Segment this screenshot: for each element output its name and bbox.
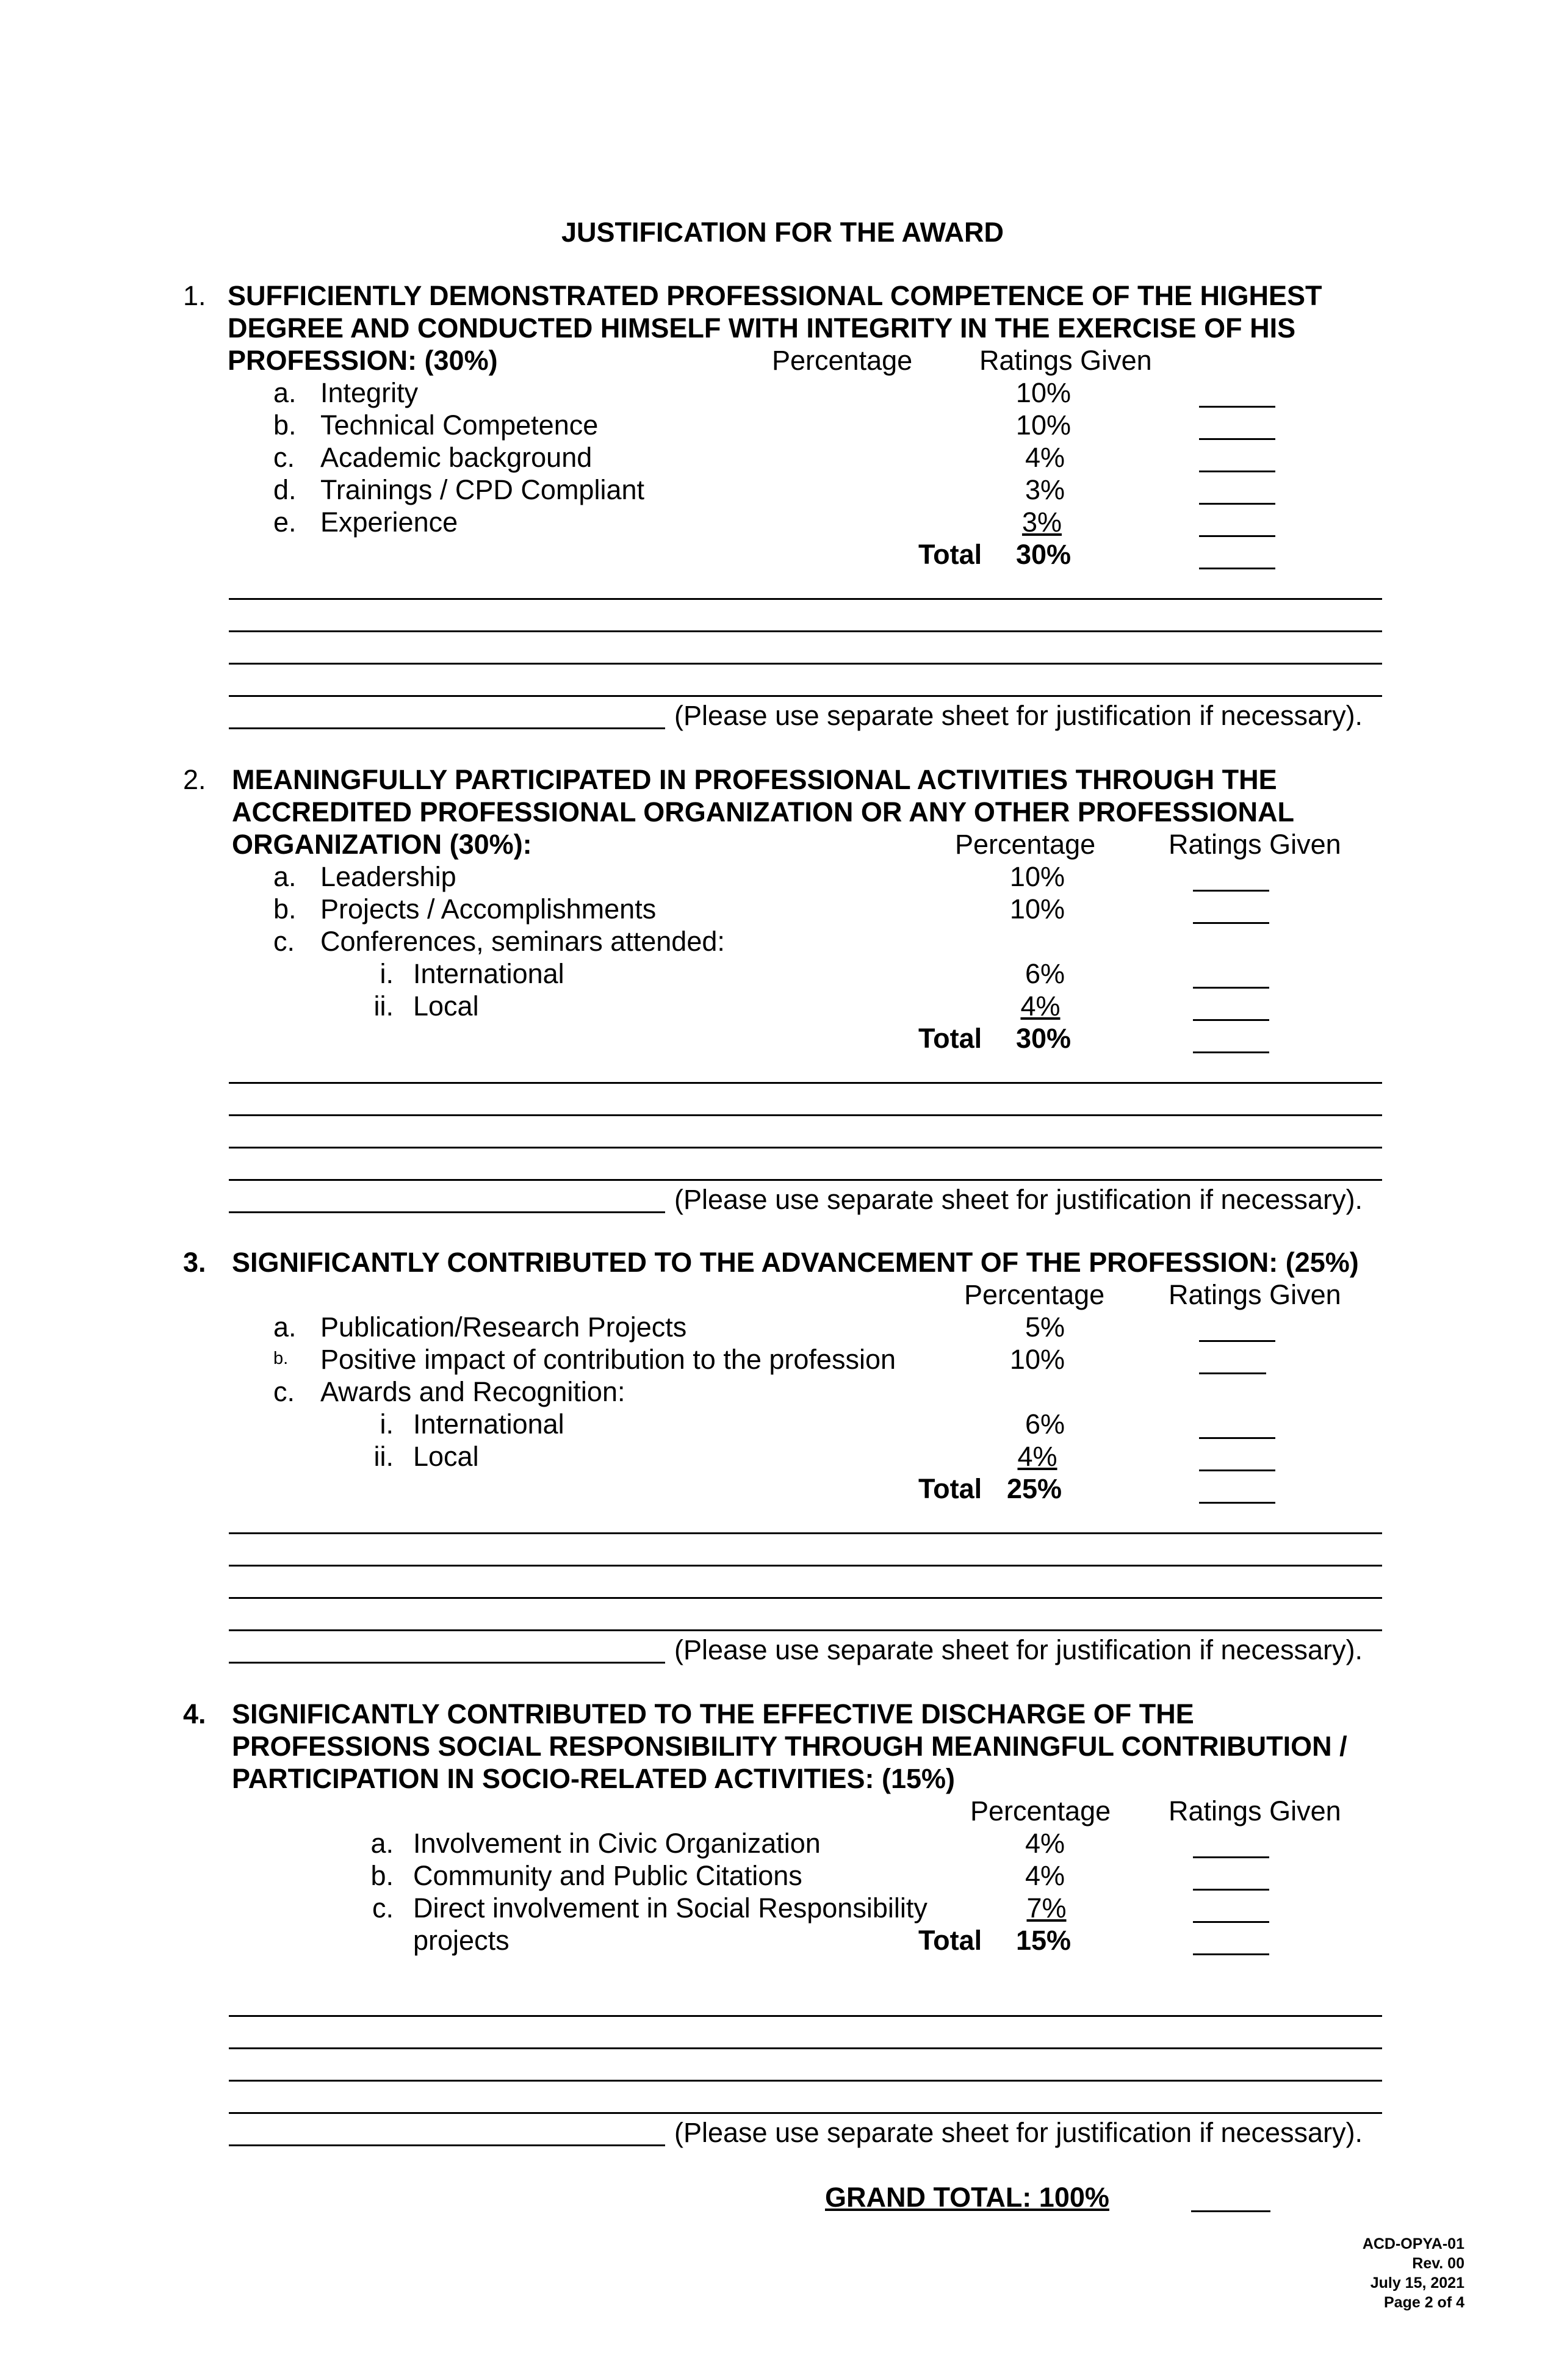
justification-line-short[interactable] bbox=[229, 1662, 665, 1664]
item-text: Trainings / CPD Compliant bbox=[320, 474, 645, 505]
item-percentage: 6% bbox=[1025, 1408, 1065, 1440]
percentage-header: Percentage bbox=[955, 829, 1096, 860]
section-number: 3. bbox=[183, 1247, 206, 1278]
item-label: c. bbox=[273, 1376, 295, 1407]
total-label: Total bbox=[918, 1925, 982, 1956]
item-text: Conferences, seminars attended: bbox=[320, 926, 725, 957]
justification-line-short[interactable] bbox=[229, 2144, 665, 2146]
section-heading-line: ACCREDITED PROFESSIONAL ORGANIZATION OR ANY OTHER PROFESSIONAL bbox=[232, 796, 1294, 828]
total-rating-blank[interactable] bbox=[1193, 1051, 1269, 1053]
justification-line[interactable] bbox=[229, 1565, 1382, 1567]
item-text: Experience bbox=[320, 507, 458, 538]
item-percentage: 10% bbox=[1015, 409, 1071, 441]
section-heading-line: SIGNIFICANTLY CONTRIBUTED TO THE EFFECTIVE DISCHARGE OF THE bbox=[232, 1698, 1194, 1729]
rating-blank[interactable] bbox=[1193, 890, 1269, 892]
rating-blank[interactable] bbox=[1199, 1372, 1266, 1374]
item-text: Academic background bbox=[320, 442, 593, 473]
total-label: Total bbox=[918, 1023, 982, 1054]
justification-line[interactable] bbox=[229, 1114, 1382, 1116]
section-heading-line: ORGANIZATION (30%): bbox=[232, 829, 532, 860]
section-heading-line: SUFFICIENTLY DEMONSTRATED PROFESSIONAL COMPETENCE OF THE HIGHEST bbox=[228, 280, 1322, 311]
item-text: Leadership bbox=[320, 861, 456, 892]
item-text: International bbox=[413, 958, 564, 989]
section-heading-line: PROFESSION: (30%) bbox=[228, 345, 498, 376]
total-label: Total bbox=[918, 1473, 982, 1504]
grand-total-label: GRAND TOTAL: 100% bbox=[825, 2182, 1109, 2213]
revision-date: July 15, 2021 bbox=[1370, 2274, 1464, 2292]
revision: Rev. 00 bbox=[1412, 2255, 1464, 2272]
ratings-header: Ratings Given bbox=[979, 345, 1152, 376]
justification-line[interactable] bbox=[229, 1532, 1382, 1534]
item-label: i. bbox=[380, 1408, 394, 1440]
rating-blank[interactable] bbox=[1193, 1856, 1269, 1858]
section-heading-line: PARTICIPATION IN SOCIO-RELATED ACTIVITIES: (15%) bbox=[232, 1763, 956, 1794]
item-percentage: 3% bbox=[1021, 507, 1062, 538]
item-text: Direct involvement in Social Responsibility bbox=[413, 1892, 927, 1924]
total-percentage: 30% bbox=[1016, 539, 1072, 570]
item-text: International bbox=[413, 1408, 564, 1440]
item-text: Technical Competence bbox=[320, 409, 599, 441]
rating-blank[interactable] bbox=[1193, 987, 1269, 989]
rating-blank[interactable] bbox=[1199, 1340, 1275, 1342]
item-text: Projects / Accomplishments bbox=[320, 893, 657, 925]
item-label: b. bbox=[370, 1860, 394, 1891]
justification-line[interactable] bbox=[229, 1179, 1382, 1181]
item-percentage: 4% bbox=[1025, 1860, 1065, 1891]
justification-line[interactable] bbox=[229, 2112, 1382, 2114]
item-text: Awards and Recognition: bbox=[320, 1376, 625, 1407]
justification-line[interactable] bbox=[229, 630, 1382, 632]
justification-line[interactable] bbox=[229, 2080, 1382, 2082]
justification-line[interactable] bbox=[229, 1597, 1382, 1599]
item-percentage: 5% bbox=[1025, 1311, 1065, 1343]
percentage-header: Percentage bbox=[772, 345, 913, 376]
item-percentage: 10% bbox=[1009, 1344, 1065, 1375]
item-percentage: 6% bbox=[1025, 958, 1065, 989]
rating-blank[interactable] bbox=[1199, 1469, 1275, 1471]
section-heading-line: MEANINGFULLY PARTICIPATED IN PROFESSIONAL ACTIVITIES THROUGH THE bbox=[232, 764, 1277, 795]
item-percentage: 3% bbox=[1025, 474, 1065, 505]
item-percentage: 4% bbox=[1025, 442, 1065, 473]
separate-sheet-note: (Please use separate sheet for justification if necessary). bbox=[674, 700, 1363, 731]
item-label: ii. bbox=[373, 1441, 394, 1472]
item-text: Local bbox=[413, 990, 479, 1022]
item-percentage: 10% bbox=[1009, 861, 1065, 892]
section-heading-line: PROFESSIONS SOCIAL RESPONSIBILITY THROUGH MEANINGFUL CONTRIBUTION / bbox=[232, 1731, 1347, 1762]
item-label: a. bbox=[370, 1828, 394, 1859]
justification-line[interactable] bbox=[229, 1082, 1382, 1084]
item-text: Involvement in Civic Organization bbox=[413, 1828, 821, 1859]
total-rating-blank[interactable] bbox=[1193, 1953, 1269, 1955]
total-label: Total bbox=[918, 539, 982, 570]
justification-line-short[interactable] bbox=[229, 727, 665, 729]
total-percentage: 25% bbox=[1007, 1473, 1062, 1504]
section-heading-line: DEGREE AND CONDUCTED HIMSELF WITH INTEGRITY IN THE EXERCISE OF HIS bbox=[228, 312, 1296, 344]
item-percentage: 7% bbox=[1026, 1892, 1067, 1924]
section-number: 1. bbox=[183, 280, 206, 311]
item-label: c. bbox=[273, 442, 295, 473]
item-label: e. bbox=[273, 507, 297, 538]
ratings-header: Ratings Given bbox=[1169, 1795, 1341, 1826]
percentage-header: Percentage bbox=[964, 1279, 1105, 1310]
justification-line[interactable] bbox=[229, 598, 1382, 600]
item-label: c. bbox=[273, 926, 295, 957]
rating-blank[interactable] bbox=[1193, 922, 1269, 924]
justification-line[interactable] bbox=[229, 1147, 1382, 1149]
separate-sheet-note: (Please use separate sheet for justification if necessary). bbox=[674, 1184, 1363, 1215]
item-percentage: 4% bbox=[1017, 1441, 1057, 1472]
item-label: c. bbox=[372, 1892, 394, 1924]
item-text: Integrity bbox=[320, 377, 419, 408]
item-label: d. bbox=[273, 474, 297, 505]
rating-blank[interactable] bbox=[1199, 471, 1275, 472]
rating-blank[interactable] bbox=[1199, 535, 1275, 537]
justification-line[interactable] bbox=[229, 2047, 1382, 2049]
rating-blank[interactable] bbox=[1193, 1019, 1269, 1021]
ratings-header: Ratings Given bbox=[1169, 1279, 1341, 1310]
total-percentage: 15% bbox=[1016, 1925, 1072, 1956]
total-rating-blank[interactable] bbox=[1199, 1502, 1275, 1504]
form-code: ACD-OPYA-01 bbox=[1362, 2235, 1464, 2252]
rating-blank[interactable] bbox=[1199, 1437, 1275, 1439]
percentage-header: Percentage bbox=[970, 1795, 1111, 1826]
item-text: Community and Public Citations bbox=[413, 1860, 802, 1891]
item-label: i. bbox=[380, 958, 394, 989]
item-percentage: 10% bbox=[1015, 377, 1071, 408]
item-text: Publication/Research Projects bbox=[320, 1311, 687, 1343]
item-percentage: 4% bbox=[1020, 990, 1061, 1022]
item-label: a. bbox=[273, 377, 297, 408]
page-number: Page 2 of 4 bbox=[1384, 2294, 1464, 2311]
item-label: a. bbox=[273, 1311, 297, 1343]
ratings-header: Ratings Given bbox=[1169, 829, 1341, 860]
separate-sheet-note: (Please use separate sheet for justification if necessary). bbox=[674, 1634, 1363, 1665]
item-text: Positive impact of contribution to the profession bbox=[320, 1344, 896, 1375]
item-label: ii. bbox=[373, 990, 394, 1022]
page-title: JUSTIFICATION FOR THE AWARD bbox=[561, 217, 1004, 248]
item-text: Local bbox=[413, 1441, 479, 1472]
justification-line[interactable] bbox=[229, 1629, 1382, 1631]
rating-blank[interactable] bbox=[1193, 1921, 1269, 1923]
separate-sheet-note: (Please use separate sheet for justification if necessary). bbox=[674, 2117, 1363, 2148]
item-label: a. bbox=[273, 861, 297, 892]
grand-total-rating-blank[interactable] bbox=[1191, 2210, 1270, 2212]
justification-line-short[interactable] bbox=[229, 1211, 665, 1213]
total-rating-blank[interactable] bbox=[1199, 568, 1275, 569]
justification-line[interactable] bbox=[229, 695, 1382, 697]
justification-line[interactable] bbox=[229, 2015, 1382, 2017]
item-percentage: 10% bbox=[1009, 893, 1065, 925]
item-percentage: 4% bbox=[1025, 1828, 1065, 1859]
item-label: b. bbox=[273, 1349, 289, 1368]
total-percentage: 30% bbox=[1016, 1023, 1072, 1054]
section-number: 4. bbox=[183, 1698, 206, 1729]
section-number: 2. bbox=[183, 764, 206, 795]
rating-blank[interactable] bbox=[1193, 1889, 1269, 1891]
justification-line[interactable] bbox=[229, 663, 1382, 665]
item-label: b. bbox=[273, 409, 297, 441]
rating-blank[interactable] bbox=[1199, 438, 1275, 440]
rating-blank[interactable] bbox=[1199, 406, 1275, 408]
rating-blank[interactable] bbox=[1199, 503, 1275, 505]
item-text: projects bbox=[413, 1925, 510, 1956]
section-heading-line: SIGNIFICANTLY CONTRIBUTED TO THE ADVANCEMENT OF THE PROFESSION: (25%) bbox=[232, 1247, 1359, 1278]
item-label: b. bbox=[273, 893, 297, 925]
